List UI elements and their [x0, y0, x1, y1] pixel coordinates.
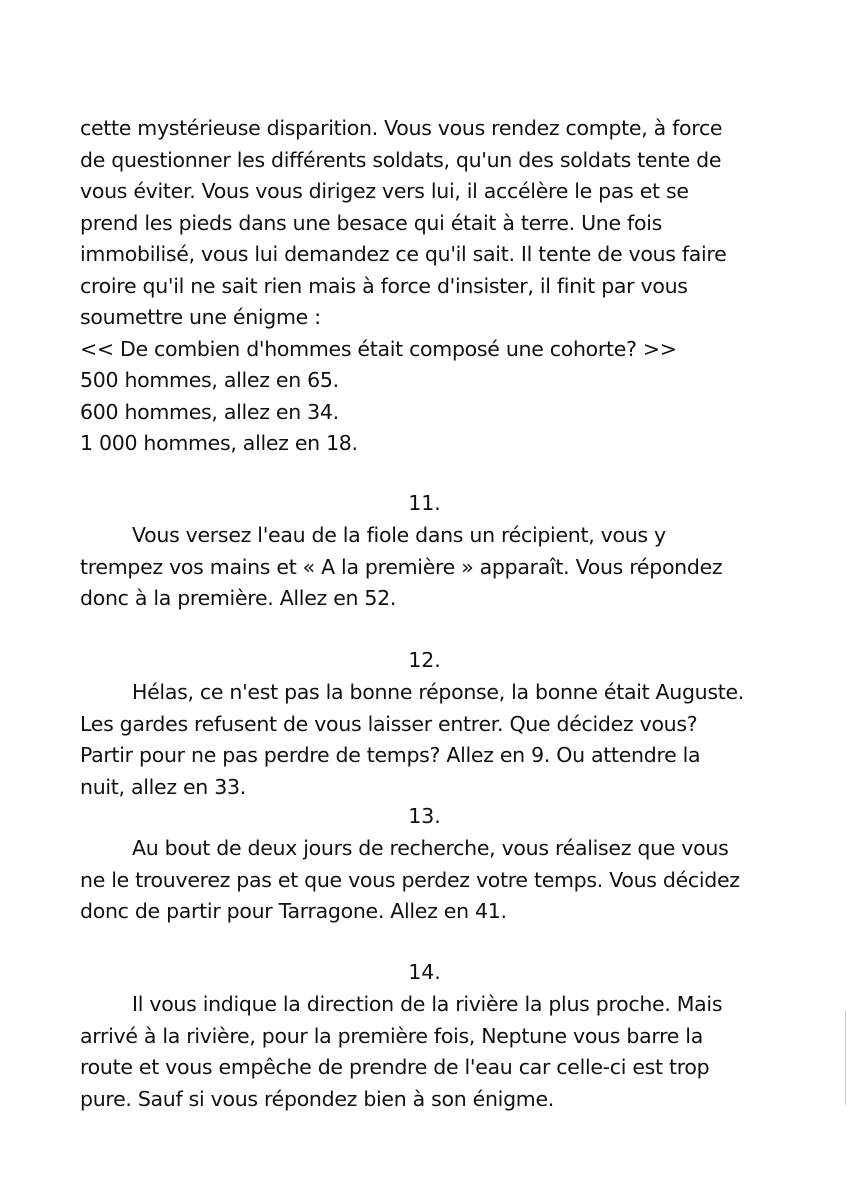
section-13-paragraph — [80, 833, 780, 928]
text-line: trempez vos mains et « A la première » apparaît. Vous répondez — [80, 554, 723, 579]
section-number-11: 11. — [408, 491, 441, 515]
text-line: route et vous empêche de prendre de l'eau car celle-ci est trop — [80, 1055, 710, 1079]
text-line: soumettre une énigme : — [80, 305, 321, 329]
scan-edge-line — [845, 1010, 846, 1105]
text-line: Partir pour ne pas perdre de temps? Allez en 9. Ou attendre la — [80, 743, 701, 767]
answer-choice: 500 hommes, allez en 65. — [80, 368, 339, 392]
text-line: donc à la première. Allez en 52. — [80, 586, 397, 610]
text-line: donc de partir pour Tarragone. Allez en 41. — [80, 899, 507, 923]
section-number-12: 12. — [408, 648, 441, 672]
text-line: pure. Sauf si vous répondez bien à son énigme. — [80, 1086, 554, 1111]
text-line: nuit, allez en 33. — [80, 774, 246, 799]
section-14-paragraph — [80, 989, 780, 1115]
text-line: Il vous indique la direction de la rivière la plus proche. Mais — [132, 992, 723, 1016]
answer-choice: 600 hommes, allez en 34. — [80, 399, 339, 424]
answer-choice: 1 000 hommes, allez en 18. — [80, 431, 358, 455]
text-line: de questionner les différents soldats, qu'un des soldats tente de — [80, 147, 722, 172]
text-line: ne le trouverez pas et que vous perdez votre temps. Vous décidez — [80, 867, 740, 892]
text-line: vous éviter. Vous vous dirigez vers lui, il accélère le pas et se — [80, 179, 689, 203]
text-line: prend les pieds dans une besace qui était à terre. Une fois — [80, 210, 662, 235]
intro-paragraph — [80, 113, 780, 460]
section-number-13: 13. — [408, 804, 441, 828]
text-line: cette mystérieuse disparition. Vous vous rendez compte, à force — [80, 116, 723, 140]
text-line: Hélas, ce n'est pas la bonne réponse, la bonne était Auguste. — [132, 680, 745, 704]
section-number-14: 14. — [408, 960, 441, 984]
text-line: Vous versez l'eau de la fiole dans un récipient, vous y — [132, 523, 666, 547]
section-11-paragraph — [80, 520, 780, 615]
text-line: croire qu'il ne sait rien mais à force d'insister, il finit par vous — [80, 273, 688, 298]
text-line: Au bout de deux jours de recherche, vous réalisez que vous — [132, 836, 729, 860]
text-line: arrivé à la rivière, pour la première fois, Neptune vous barre la — [80, 1023, 703, 1048]
riddle-question: << De combien d'hommes était composé une cohorte? >> — [80, 336, 677, 361]
text-line: immobilisé, vous lui demandez ce qu'il sait. Il tente de vous faire — [80, 242, 727, 266]
text-line: Les gardes refusent de vous laisser entrer. Que décidez vous? — [80, 711, 698, 736]
section-12-paragraph — [80, 677, 780, 803]
